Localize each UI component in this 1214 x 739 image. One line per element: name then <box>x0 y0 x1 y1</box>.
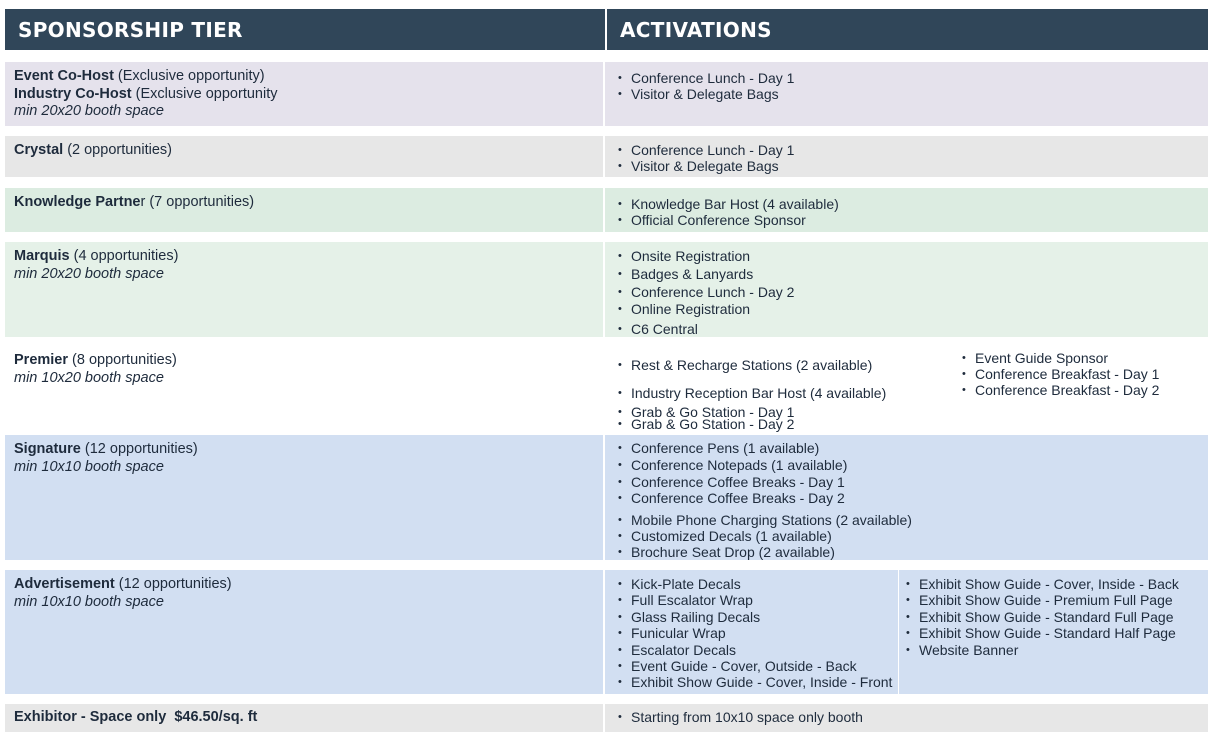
activation-item: • Badges & Lanyards <box>617 266 794 282</box>
activation-item: • Full Escalator Wrap <box>617 592 892 608</box>
activation-item: • Conference Breakfast - Day 2 <box>961 382 1159 398</box>
activations-list <box>617 196 839 228</box>
activations-list-secondary <box>961 350 1159 399</box>
tier-cell <box>5 136 605 177</box>
tier-row-crystal <box>5 136 1208 177</box>
activations-cell <box>607 435 1208 560</box>
activations-cell <box>607 346 1208 434</box>
tier-title: Signature (12 opportunities) <box>14 441 198 457</box>
activation-item: • Conference Breakfast - Day 1 <box>961 366 1159 382</box>
activation-item: • Conference Pens (1 available) <box>617 440 912 456</box>
activations-cell <box>607 242 1208 337</box>
activations-column-header: ACTIVATIONS <box>607 9 1208 50</box>
activation-item: • Conference Coffee Breaks - Day 2 <box>617 490 912 506</box>
activation-item: • Event Guide Sponsor <box>961 350 1159 366</box>
activations-list <box>617 709 863 725</box>
tier-cell <box>5 188 605 232</box>
activation-item: • Industry Reception Bar Host (4 available) <box>617 385 886 401</box>
activations-cell <box>607 704 1208 732</box>
activation-item: • Exhibit Show Guide - Standard Full Page <box>905 609 1179 625</box>
activations-list-secondary <box>905 576 1179 658</box>
activation-item: • Mobile Phone Charging Stations (2 available) <box>617 512 912 528</box>
activation-item: • Customized Decals (1 available) <box>617 528 912 544</box>
activation-item: • Conference Lunch - Day 2 <box>617 284 794 300</box>
tier-cell <box>5 435 605 560</box>
activations-cell <box>607 62 1208 126</box>
tier-title: Marquis (4 opportunities) <box>14 248 179 264</box>
activation-item: • Onsite Registration <box>617 248 794 264</box>
tier-cell <box>5 346 605 434</box>
tier-title: Knowledge Partner (7 opportunities) <box>14 194 255 210</box>
tier-note: min 20x20 booth space <box>14 103 164 119</box>
activation-item: • Kick-Plate Decals <box>617 576 892 592</box>
tier-title: Advertisement (12 opportunities) <box>14 576 232 592</box>
tier-cell <box>5 62 605 126</box>
activation-item: • Exhibit Show Guide - Cover, Inside - Front <box>617 674 892 690</box>
activation-item: • Official Conference Sponsor <box>617 212 839 228</box>
activations-list <box>617 357 887 433</box>
tier-note: min 10x10 booth space <box>14 458 164 475</box>
activation-item: • Brochure Seat Drop (2 available) <box>617 544 912 560</box>
activations-list <box>617 142 794 174</box>
activation-item: • Knowledge Bar Host (4 available) <box>617 196 839 212</box>
tier-cell <box>5 570 605 694</box>
activation-item: • Rest & Recharge Stations (2 available) <box>617 357 886 373</box>
tier-cell <box>5 242 605 337</box>
activation-item: • Online Registration <box>617 301 794 317</box>
activation-item: • Website Banner <box>905 642 1179 658</box>
activations-list <box>617 70 794 102</box>
activation-item: • Event Guide - Cover, Outside - Back <box>617 658 892 674</box>
activation-item: • Exhibit Show Guide - Cover, Inside - Back <box>905 576 1179 592</box>
activation-item: • Glass Railing Decals <box>617 609 892 625</box>
activation-item: • Exhibit Show Guide - Standard Half Page <box>905 625 1179 641</box>
activation-item: • Conference Coffee Breaks - Day 1 <box>617 474 912 490</box>
activation-item: • Funicular Wrap <box>617 625 892 641</box>
activations-cell <box>607 570 1208 694</box>
activations-cell <box>607 188 1208 232</box>
activation-item: • Conference Lunch - Day 1 <box>617 142 794 158</box>
tier-column-header: SPONSORSHIP TIER <box>5 9 605 50</box>
tier-row-event-co-host <box>5 62 1208 126</box>
tier-row-marquis <box>5 242 1208 337</box>
tier-note: min 20x20 booth space <box>14 265 164 282</box>
activation-item: • Conference Notepads (1 available) <box>617 457 912 473</box>
activations-cell <box>607 136 1208 177</box>
tier-row-signature <box>5 435 1208 560</box>
activation-item: • Conference Lunch - Day 1 <box>617 70 794 86</box>
activations-list <box>617 576 892 691</box>
activation-item: • Escalator Decals <box>617 642 892 658</box>
tier-note: min 10x10 booth space <box>14 593 164 610</box>
tier-row-premier <box>5 346 1208 434</box>
tier-title: Exhibitor - Space only $46.50/sq. ft <box>14 709 258 725</box>
activations-list <box>617 248 794 337</box>
activation-item: • Exhibit Show Guide - Premium Full Page <box>905 592 1179 608</box>
activation-item: • Visitor & Delegate Bags <box>617 86 794 102</box>
tier-row-advertisement <box>5 570 1208 694</box>
tier-row-exhibitor <box>5 704 1208 732</box>
tier-note: min 10x20 booth space <box>14 369 164 386</box>
tier-cell <box>5 704 605 732</box>
activation-item: • Grab & Go Station - Day 1 <box>617 405 886 419</box>
activation-item: • Visitor & Delegate Bags <box>617 158 794 174</box>
tier-title: Event Co-Host (Exclusive opportunity) <box>14 68 265 84</box>
activation-item: • C6 Central <box>617 321 794 337</box>
tier-title: Premier (8 opportunities) <box>14 352 177 368</box>
activation-item: • Grab & Go Station - Day 2 <box>617 419 886 429</box>
tier-row-knowledge-partner <box>5 188 1208 232</box>
tier-title: Industry Co-Host (Exclusive opportunity <box>14 85 278 102</box>
activations-list <box>617 440 912 560</box>
tier-title: Crystal (2 opportunities) <box>14 142 172 158</box>
activation-item: • Starting from 10x10 space only booth <box>617 709 863 725</box>
